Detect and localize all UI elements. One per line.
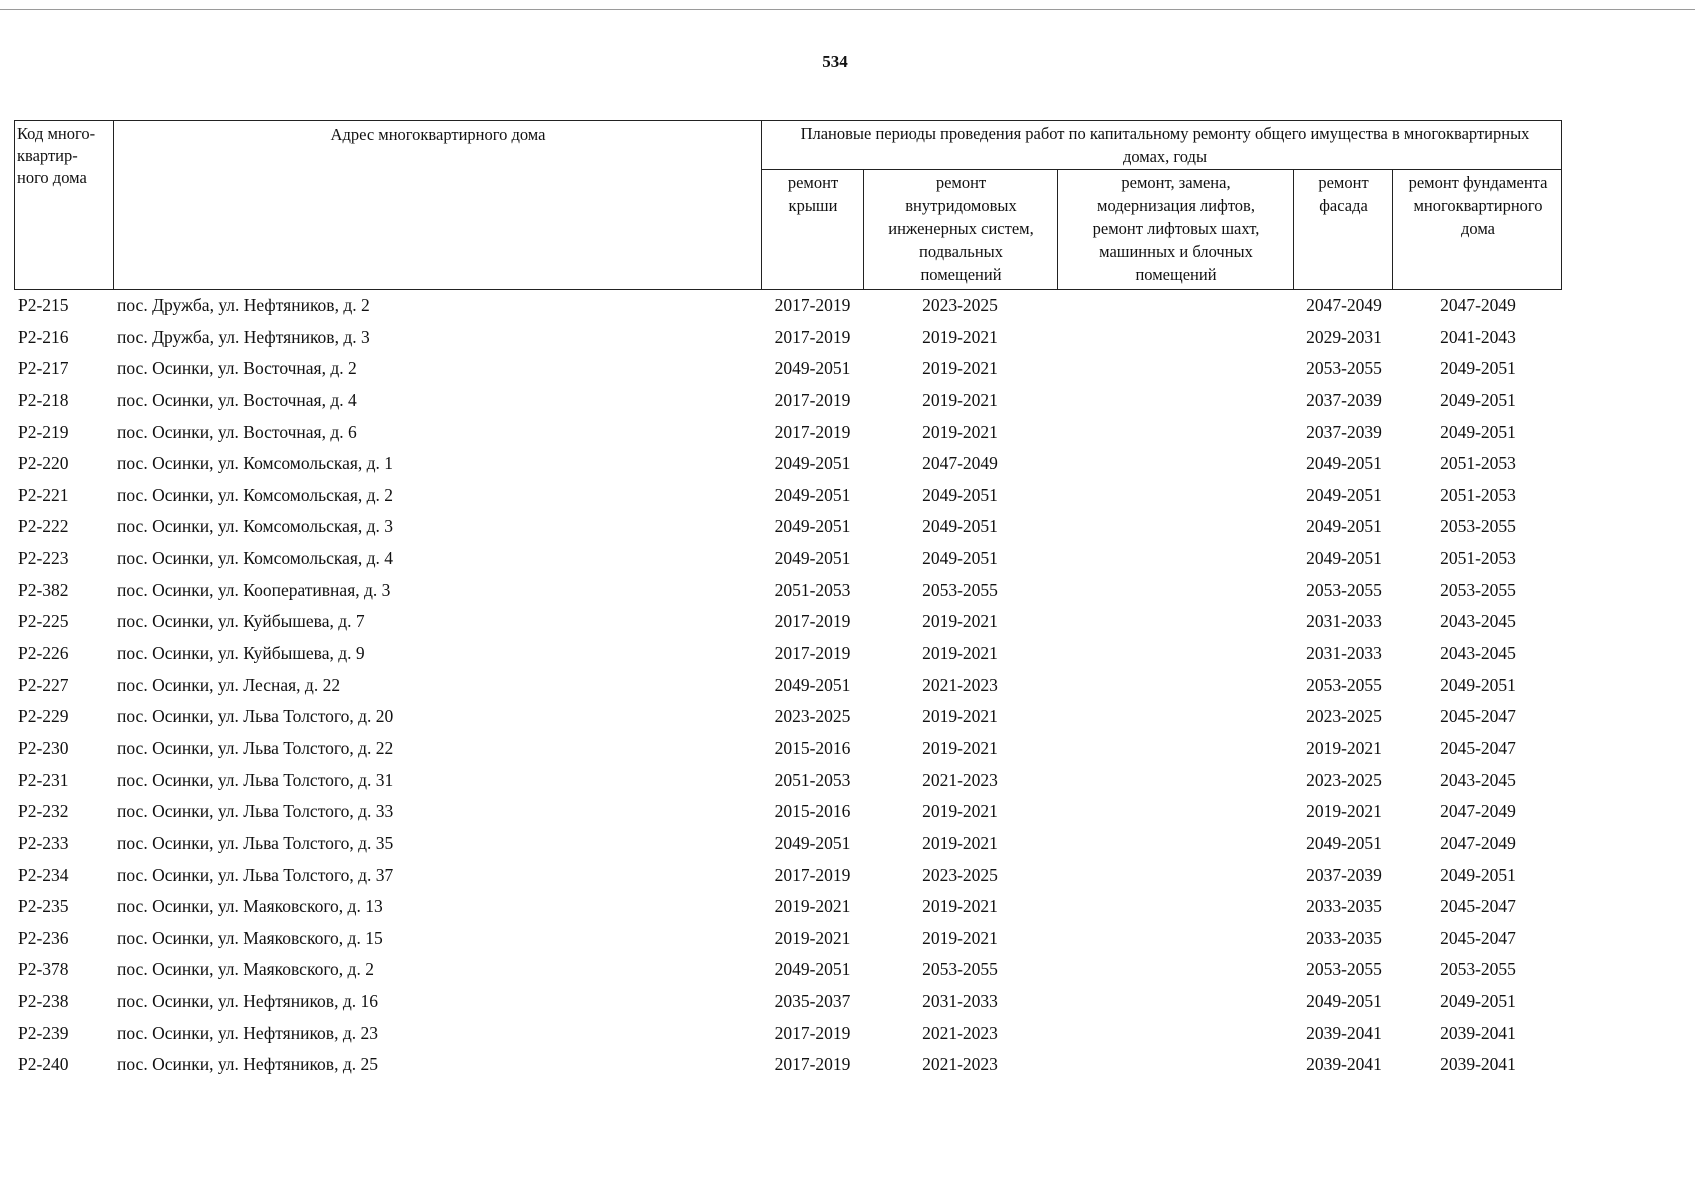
cell-facade: 2037-2039 xyxy=(1306,389,1382,410)
cell-address: пос. Осинки, ул. Льва Толстого, д. 37 xyxy=(117,864,394,885)
cell-code: Р2-219 xyxy=(18,421,69,442)
table-row xyxy=(0,671,1695,703)
header-divider xyxy=(761,121,762,289)
table-row xyxy=(0,576,1695,608)
table-row xyxy=(0,481,1695,513)
cell-roof: 2049-2051 xyxy=(774,959,851,980)
cell-facade: 2031-2033 xyxy=(1306,611,1382,632)
cell-code: Р2-239 xyxy=(18,1022,69,1043)
cell-roof: 2049-2051 xyxy=(774,832,851,853)
cell-code: Р2-223 xyxy=(18,548,69,569)
cell-roof: 2017-2019 xyxy=(774,389,851,410)
cell-code: Р2-232 xyxy=(18,801,69,822)
cell-foundation: 2043-2045 xyxy=(1440,769,1516,790)
cell-facade: 2053-2055 xyxy=(1306,358,1382,379)
header-address: Адрес многоквартирного дома xyxy=(330,125,546,144)
cell-code: Р2-216 xyxy=(18,326,69,347)
cell-engineering: 2019-2021 xyxy=(922,358,998,379)
cell-foundation: 2047-2049 xyxy=(1440,801,1516,822)
header-periods: Плановые периоды проведения работ по капитальному ремонту общего имущества в многоквартирных домах, годы xyxy=(800,124,1530,166)
cell-engineering: 2019-2021 xyxy=(922,927,998,948)
cell-code: Р2-378 xyxy=(18,959,69,980)
cell-engineering: 2053-2055 xyxy=(922,959,998,980)
cell-roof: 2017-2019 xyxy=(774,643,851,664)
cell-roof: 2049-2051 xyxy=(774,516,851,537)
table-row xyxy=(0,418,1695,450)
cell-address: пос. Осинки, ул. Нефтяников, д. 23 xyxy=(117,1022,378,1043)
cell-roof: 2017-2019 xyxy=(774,864,851,885)
cell-code: Р2-236 xyxy=(18,927,69,948)
cell-roof: 2049-2051 xyxy=(774,453,851,474)
cell-address: пос. Осинки, ул. Маяковского, д. 2 xyxy=(117,959,374,980)
cell-foundation: 2047-2049 xyxy=(1440,295,1516,315)
table-row xyxy=(0,734,1695,766)
cell-roof: 2051-2053 xyxy=(774,579,851,600)
cell-facade: 2023-2025 xyxy=(1306,769,1382,790)
cell-roof: 2019-2021 xyxy=(774,896,851,917)
cell-facade: 2039-2041 xyxy=(1306,1054,1382,1075)
table-row xyxy=(0,861,1695,893)
cell-code: Р2-225 xyxy=(18,611,69,632)
cell-facade: 2049-2051 xyxy=(1306,548,1382,569)
cell-facade: 2029-2031 xyxy=(1306,326,1382,347)
cell-engineering: 2021-2023 xyxy=(922,1022,998,1043)
cell-engineering: 2021-2023 xyxy=(922,769,998,790)
cell-address: пос. Осинки, ул. Комсомольская, д. 4 xyxy=(117,548,394,569)
cell-address: пос. Осинки, ул. Восточная, д. 4 xyxy=(117,389,357,410)
table-header xyxy=(14,120,1562,290)
cell-code: Р2-222 xyxy=(18,516,69,537)
cell-code: Р2-231 xyxy=(18,769,69,790)
cell-foundation: 2045-2047 xyxy=(1440,927,1516,948)
cell-engineering: 2019-2021 xyxy=(922,611,998,632)
cell-code: Р2-229 xyxy=(18,706,69,727)
header-divider xyxy=(113,121,114,289)
cell-address: пос. Осинки, ул. Маяковского, д. 15 xyxy=(117,927,383,948)
cell-facade: 2049-2051 xyxy=(1306,832,1382,853)
cell-address: пос. Дружба, ул. Нефтяников, д. 3 xyxy=(117,326,370,347)
cell-roof: 2017-2019 xyxy=(774,326,851,347)
cell-roof: 2035-2037 xyxy=(774,991,851,1012)
table-row xyxy=(0,829,1695,861)
cell-engineering: 2019-2021 xyxy=(922,832,998,853)
cell-engineering: 2019-2021 xyxy=(922,706,998,727)
header-roof: ремонт крыши xyxy=(787,173,839,215)
table-row xyxy=(0,924,1695,956)
table-row xyxy=(0,291,1695,323)
cell-address: пос. Осинки, ул. Маяковского, д. 13 xyxy=(117,896,383,917)
header-foundation: ремонт фундамента многоквартирного дома xyxy=(1408,173,1548,238)
cell-address: пос. Осинки, ул. Куйбышева, д. 9 xyxy=(117,643,365,664)
cell-code: Р2-240 xyxy=(18,1054,69,1075)
cell-foundation: 2045-2047 xyxy=(1440,737,1516,758)
table-row xyxy=(0,512,1695,544)
cell-foundation: 2049-2051 xyxy=(1440,358,1516,379)
cell-address: пос. Осинки, ул. Льва Толстого, д. 22 xyxy=(117,737,394,758)
cell-roof: 2049-2051 xyxy=(774,548,851,569)
cell-address: пос. Осинки, ул. Восточная, д. 2 xyxy=(117,358,357,379)
cell-roof: 2017-2019 xyxy=(774,421,851,442)
cell-address: пос. Осинки, ул. Куйбышева, д. 7 xyxy=(117,611,365,632)
cell-engineering: 2019-2021 xyxy=(922,421,998,442)
cell-address: пос. Осинки, ул. Льва Толстого, д. 31 xyxy=(117,769,394,790)
cell-code: Р2-230 xyxy=(18,737,69,758)
top-rule xyxy=(0,9,1695,10)
table-row xyxy=(0,354,1695,386)
cell-foundation: 2045-2047 xyxy=(1440,896,1516,917)
cell-engineering: 2019-2021 xyxy=(922,326,998,347)
cell-facade: 2053-2055 xyxy=(1306,959,1382,980)
cell-engineering: 2019-2021 xyxy=(922,737,998,758)
cell-address: пос. Осинки, ул. Льва Толстого, д. 20 xyxy=(117,706,394,727)
table-row xyxy=(0,766,1695,798)
table-row xyxy=(0,892,1695,924)
table-row xyxy=(0,955,1695,987)
cell-foundation: 2049-2051 xyxy=(1440,421,1516,442)
cell-facade: 2053-2055 xyxy=(1306,674,1382,695)
cell-roof: 2049-2051 xyxy=(774,358,851,379)
cell-facade: 2049-2051 xyxy=(1306,516,1382,537)
header-lifts: ремонт, замена, модернизация лифтов, ремонт лифтовых шахт, машинных и блочных помещений xyxy=(1092,173,1260,284)
table-row xyxy=(0,1050,1695,1082)
table-body xyxy=(0,291,1695,1082)
cell-foundation: 2051-2053 xyxy=(1440,453,1516,474)
table-row xyxy=(0,544,1695,576)
cell-roof: 2049-2051 xyxy=(774,674,851,695)
cell-foundation: 2053-2055 xyxy=(1440,959,1516,980)
cell-address: пос. Осинки, ул. Нефтяников, д. 16 xyxy=(117,991,378,1012)
cell-code: Р2-217 xyxy=(18,358,69,379)
cell-engineering: 2049-2051 xyxy=(922,516,998,537)
cell-foundation: 2049-2051 xyxy=(1440,389,1516,410)
cell-facade: 2053-2055 xyxy=(1306,579,1382,600)
cell-address: пос. Дружба, ул. Нефтяников, д. 2 xyxy=(117,295,370,315)
cell-address: пос. Осинки, ул. Кооперативная, д. 3 xyxy=(117,579,391,600)
cell-code: Р2-220 xyxy=(18,453,69,474)
table-row xyxy=(0,607,1695,639)
cell-facade: 2037-2039 xyxy=(1306,421,1382,442)
cell-engineering: 2021-2023 xyxy=(922,674,998,695)
cell-code: Р2-221 xyxy=(18,484,69,505)
cell-code: Р2-233 xyxy=(18,832,69,853)
cell-roof: 2017-2019 xyxy=(774,295,851,315)
cell-facade: 2023-2025 xyxy=(1306,706,1382,727)
cell-engineering: 2023-2025 xyxy=(922,295,998,315)
cell-roof: 2017-2019 xyxy=(774,611,851,632)
cell-roof: 2017-2019 xyxy=(774,1022,851,1043)
cell-roof: 2023-2025 xyxy=(774,706,851,727)
cell-address: пос. Осинки, ул. Льва Толстого, д. 33 xyxy=(117,801,394,822)
cell-address: пос. Осинки, ул. Нефтяников, д. 25 xyxy=(117,1054,378,1075)
cell-facade: 2033-2035 xyxy=(1306,896,1382,917)
cell-roof: 2051-2053 xyxy=(774,769,851,790)
cell-engineering: 2023-2025 xyxy=(922,864,998,885)
cell-engineering: 2049-2051 xyxy=(922,548,998,569)
cell-foundation: 2043-2045 xyxy=(1440,611,1516,632)
table-row xyxy=(0,987,1695,1019)
cell-code: Р2-215 xyxy=(18,295,69,315)
cell-facade: 2049-2051 xyxy=(1306,991,1382,1012)
cell-address: пос. Осинки, ул. Восточная, д. 6 xyxy=(117,421,357,442)
header-divider xyxy=(1392,169,1393,289)
cell-engineering: 2019-2021 xyxy=(922,389,998,410)
cell-facade: 2019-2021 xyxy=(1306,801,1382,822)
cell-address: пос. Осинки, ул. Лесная, д. 22 xyxy=(117,674,341,695)
page-number: 534 xyxy=(822,52,848,71)
header-facade: ремонт фасада xyxy=(1318,173,1369,215)
cell-code: Р2-382 xyxy=(18,579,69,600)
cell-engineering: 2019-2021 xyxy=(922,643,998,664)
cell-facade: 2037-2039 xyxy=(1306,864,1382,885)
cell-code: Р2-234 xyxy=(18,864,69,885)
cell-address: пос. Осинки, ул. Комсомольская, д. 3 xyxy=(117,516,394,537)
table-row xyxy=(0,639,1695,671)
cell-foundation: 2049-2051 xyxy=(1440,864,1516,885)
cell-code: Р2-218 xyxy=(18,389,69,410)
cell-roof: 2015-2016 xyxy=(774,737,851,758)
cell-roof: 2019-2021 xyxy=(774,927,851,948)
cell-roof: 2015-2016 xyxy=(774,801,851,822)
cell-facade: 2031-2033 xyxy=(1306,643,1382,664)
header-divider xyxy=(1057,169,1058,289)
cell-code: Р2-238 xyxy=(18,991,69,1012)
cell-foundation: 2049-2051 xyxy=(1440,674,1516,695)
cell-code: Р2-235 xyxy=(18,896,69,917)
header-engineering: ремонт внутридомовых инженерных систем, подвальных помещений xyxy=(888,173,1034,284)
table-row xyxy=(0,386,1695,418)
cell-facade: 2039-2041 xyxy=(1306,1022,1382,1043)
cell-facade: 2019-2021 xyxy=(1306,737,1382,758)
cell-foundation: 2053-2055 xyxy=(1440,516,1516,537)
cell-engineering: 2019-2021 xyxy=(922,896,998,917)
cell-foundation: 2051-2053 xyxy=(1440,484,1516,505)
cell-code: Р2-227 xyxy=(18,674,69,695)
cell-facade: 2049-2051 xyxy=(1306,484,1382,505)
header-divider xyxy=(1293,169,1294,289)
cell-address: пос. Осинки, ул. Льва Толстого, д. 35 xyxy=(117,832,394,853)
cell-engineering: 2047-2049 xyxy=(922,453,998,474)
table-row xyxy=(0,702,1695,734)
cell-roof: 2049-2051 xyxy=(774,484,851,505)
cell-engineering: 2031-2033 xyxy=(922,991,998,1012)
cell-foundation: 2047-2049 xyxy=(1440,832,1516,853)
cell-engineering: 2021-2023 xyxy=(922,1054,998,1075)
header-divider xyxy=(863,169,864,289)
cell-address: пос. Осинки, ул. Комсомольская, д. 1 xyxy=(117,453,394,474)
header-divider xyxy=(761,169,1561,170)
cell-engineering: 2019-2021 xyxy=(922,801,998,822)
header-code: Код много- квартир- ного дома xyxy=(17,124,96,187)
cell-code: Р2-226 xyxy=(18,643,69,664)
cell-foundation: 2043-2045 xyxy=(1440,643,1516,664)
cell-foundation: 2051-2053 xyxy=(1440,548,1516,569)
cell-foundation: 2041-2043 xyxy=(1440,326,1516,347)
cell-facade: 2049-2051 xyxy=(1306,453,1382,474)
cell-foundation: 2045-2047 xyxy=(1440,706,1516,727)
cell-foundation: 2039-2041 xyxy=(1440,1022,1516,1043)
table-row xyxy=(0,449,1695,481)
cell-roof: 2017-2019 xyxy=(774,1054,851,1075)
cell-foundation: 2049-2051 xyxy=(1440,991,1516,1012)
cell-facade: 2033-2035 xyxy=(1306,927,1382,948)
cell-facade: 2047-2049 xyxy=(1306,295,1382,315)
table-row xyxy=(0,1019,1695,1051)
cell-engineering: 2053-2055 xyxy=(922,579,998,600)
cell-engineering: 2049-2051 xyxy=(922,484,998,505)
cell-address: пос. Осинки, ул. Комсомольская, д. 2 xyxy=(117,484,394,505)
table-row xyxy=(0,323,1695,355)
table-row xyxy=(0,797,1695,829)
cell-foundation: 2053-2055 xyxy=(1440,579,1516,600)
cell-foundation: 2039-2041 xyxy=(1440,1054,1516,1075)
